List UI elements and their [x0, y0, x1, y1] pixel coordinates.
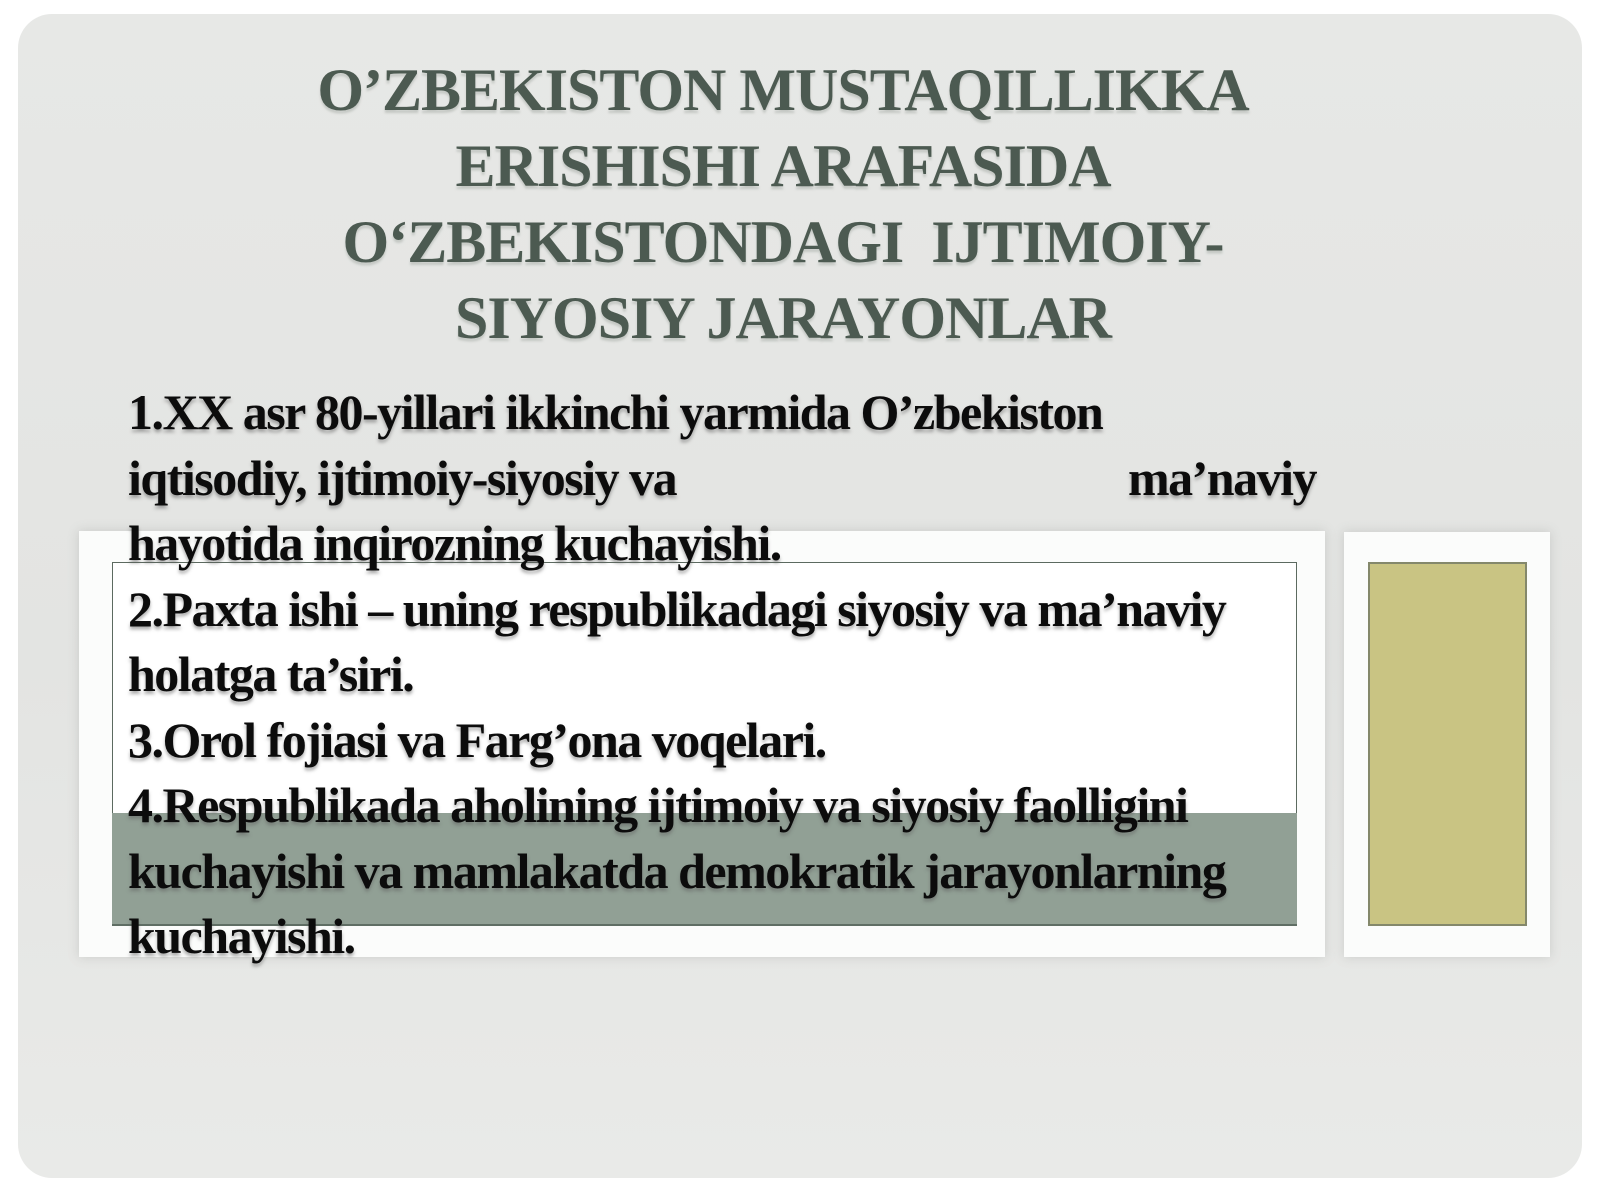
- body-line-9: kuchayishi.: [128, 908, 355, 964]
- body-line-7: 4.Respublikada aholining ijtimoiy va siyosiy faolligini: [128, 777, 1188, 833]
- title-line-4: SIYOSIY JARAYONLAR: [454, 285, 1112, 351]
- body-line-2-left: iqtisodiy, ijtimoiy-siyosiy va: [128, 449, 677, 506]
- slide-body-text: [128, 380, 1428, 970]
- body-line-1: 1.XX asr 80-yillari ikkinchi yarmida O’zbekiston: [128, 384, 1103, 440]
- body-line-6: 3.Orol fojiasi va Farg’ona voqelari.: [128, 711, 826, 768]
- body-line-4: 2.Paxta ishi – uning respublikadagi siyosiy va ma’naviy: [128, 580, 1226, 637]
- slide-background: [18, 14, 1582, 1178]
- title-line-2: ERISHISHI ARAFASIDA: [455, 133, 1111, 199]
- body-line-5: holatga ta’siri.: [128, 646, 414, 702]
- title-line-1: O’ZBEKISTON MUSTAQILLIKKA: [317, 57, 1249, 123]
- body-line-8: kuchayishi va mamlakatda demokratik jarayonlarning: [128, 842, 1226, 899]
- body-line-2: [128, 446, 1316, 512]
- title-line-3: O‘ZBEKISTONDAGI IJTIMOIY-: [342, 209, 1224, 275]
- body-line-3: hayotida inqirozning kuchayishi.: [128, 515, 781, 571]
- body-line-2-right: ma’naviy: [1128, 449, 1316, 506]
- slide-title: [58, 52, 1508, 356]
